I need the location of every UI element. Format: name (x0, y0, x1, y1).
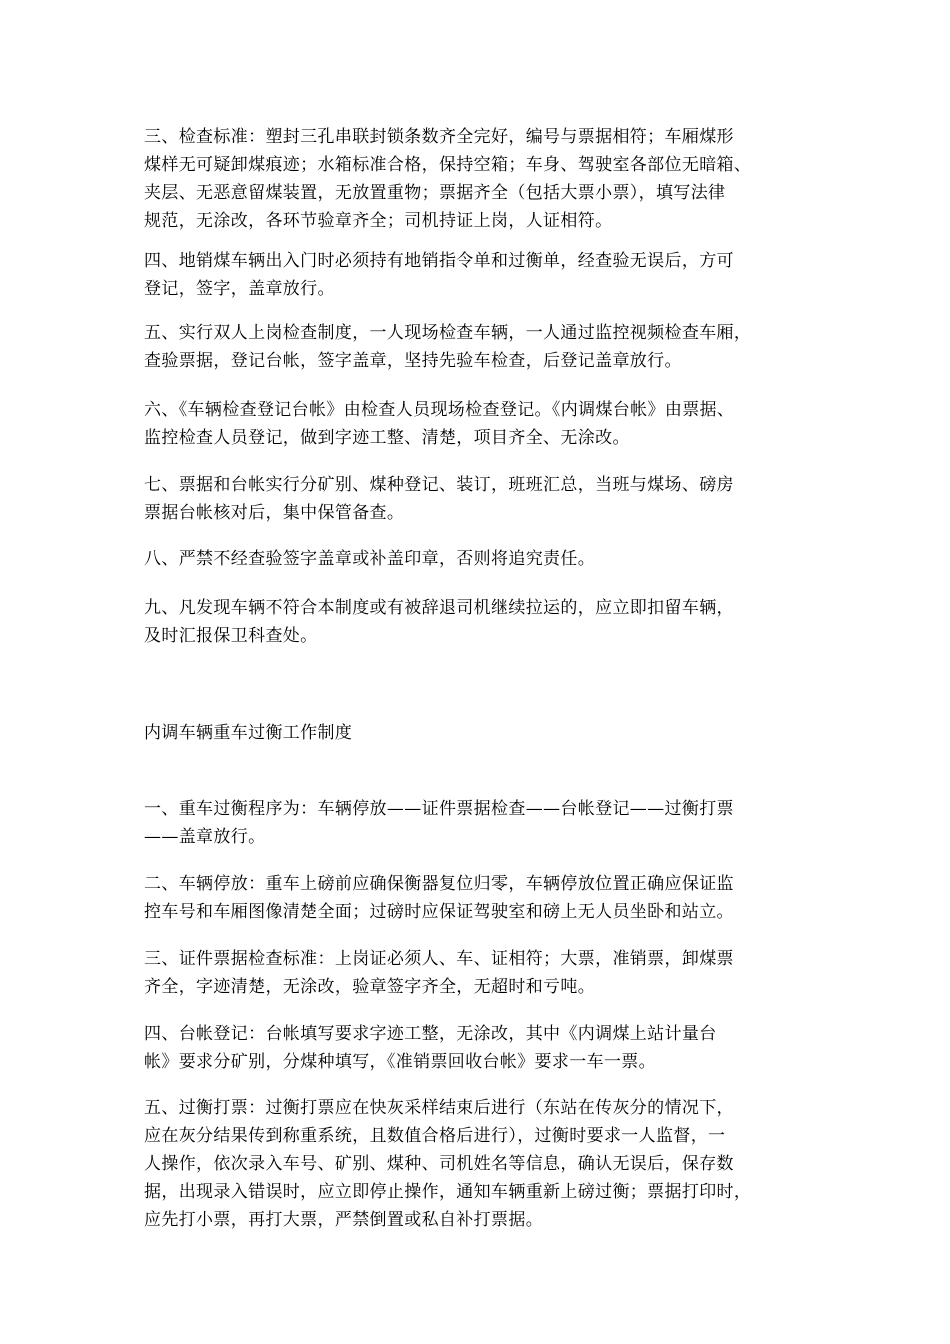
text-line: 控车号和车厢图像清楚全面；过磅时应保证驾驶室和磅上无人员坐卧和站立。 (144, 902, 734, 922)
text-line: 七、票据和台帐实行分矿别、煤种登记、装订，班班汇总，当班与煤场、磅房 (144, 475, 734, 495)
text-line: 齐全，字迹清楚，无涂改，验章签字齐全，无超时和亏吨。 (144, 977, 596, 997)
text-line: 人操作，依次录入车号、矿别、煤种、司机姓名等信息，确认无误后，保存数 (144, 1154, 734, 1174)
text-line: 据，出现录入错误时，应立即停止操作，通知车辆重新上磅过衡；票据打印时， (144, 1182, 752, 1202)
paragraph-weighing-procedure (144, 795, 816, 851)
text-line: 夹层、无恶意留煤装置，无放置重物；票据齐全（包括大票小票），填写法律 (144, 183, 726, 203)
section-title (144, 719, 816, 747)
text-line: 三、证件票据检查标准：上岗证必须人、车、证相符；大票，准销票，卸煤票 (144, 949, 734, 969)
section-title-text: 内调车辆重车过衡工作制度 (144, 723, 353, 743)
text-line: 四、台帐登记：台帐填写要求字迹工整，无涂改，其中《内调煤上站计量台 (144, 1024, 717, 1044)
text-line: 六、《车辆检查登记台帐》由检查人员现场检查登记。《内调煤台帐》由票据、 (144, 400, 735, 420)
paragraph-ledger-entry (144, 1020, 816, 1076)
text-line: 监控检查人员登记，做到字迹工整、清楚，项目齐全、无涂改。 (144, 428, 630, 448)
paragraph-ledger-registration (144, 396, 816, 452)
text-line: 应在灰分结果传到称重系统，且数值合格后进行），过衡时要求一人监督，一 (144, 1126, 726, 1146)
text-line: 八、严禁不经查验签字盖章或补盖印章，否则将追究责任。 (144, 549, 596, 569)
text-line: 登记，签字，盖章放行。 (144, 279, 335, 299)
paragraph-document-check (144, 945, 816, 1001)
paragraph-prohibition (144, 545, 816, 573)
text-line: 五、实行双人上岗检查制度，一人现场检查车辆，一人通过监控视频检查车厢， (144, 323, 752, 343)
paragraph-dual-inspection (144, 319, 816, 375)
text-line: 票据台帐核对后，集中保管备查。 (144, 503, 405, 523)
text-line: 一、重车过衡程序为：车辆停放——证件票据检查——台帐登记——过衡打票 (144, 799, 734, 819)
text-line: 及时汇报保卫科查处。 (144, 626, 318, 646)
text-line: 四、地销煤车辆出入门时必须持有地销指令单和过衡单，经查验无误后，方可 (144, 251, 734, 271)
text-line: 五、过衡打票：过衡打票应在快灰采样结束后进行（东站在传灰分的情况下， (144, 1098, 734, 1118)
paragraph-local-sales-vehicles (144, 247, 816, 303)
text-line: 九、凡发现车辆不符合本制度或有被辞退司机继续拉运的，应立即扣留车辆， (144, 598, 734, 618)
paragraph-noncompliance (144, 594, 816, 650)
text-line: 三、检查标准：塑封三孔串联封锁条数齐全完好，编号与票据相符；车厢煤形 (144, 127, 734, 147)
paragraph-ticket-printing (144, 1094, 816, 1234)
text-line: 应先打小票，再打大票，严禁倒置或私自补打票据。 (144, 1210, 544, 1230)
paragraph-inspection-standards (144, 123, 816, 235)
text-line: 查验票据，登记台帐，签字盖章，坚持先验车检查，后登记盖章放行。 (144, 351, 682, 371)
text-line: 帐》要求分矿别，分煤种填写，《准销票回收台帐》要求一车一票。 (144, 1052, 656, 1072)
text-line: ——盖章放行。 (144, 827, 266, 847)
text-line: 二、车辆停放：重车上磅前应确保衡器复位归零，车辆停放位置正确应保证监 (144, 874, 734, 894)
paragraph-vehicle-parking (144, 870, 816, 926)
text-line: 规范，无涂改，各环节验章齐全；司机持证上岗，人证相符。 (144, 211, 613, 231)
paragraph-ledger-archiving (144, 471, 816, 527)
text-line: 煤样无可疑卸煤痕迹；水箱标准合格，保持空箱；车身、驾驶室各部位无暗箱、 (144, 155, 752, 175)
